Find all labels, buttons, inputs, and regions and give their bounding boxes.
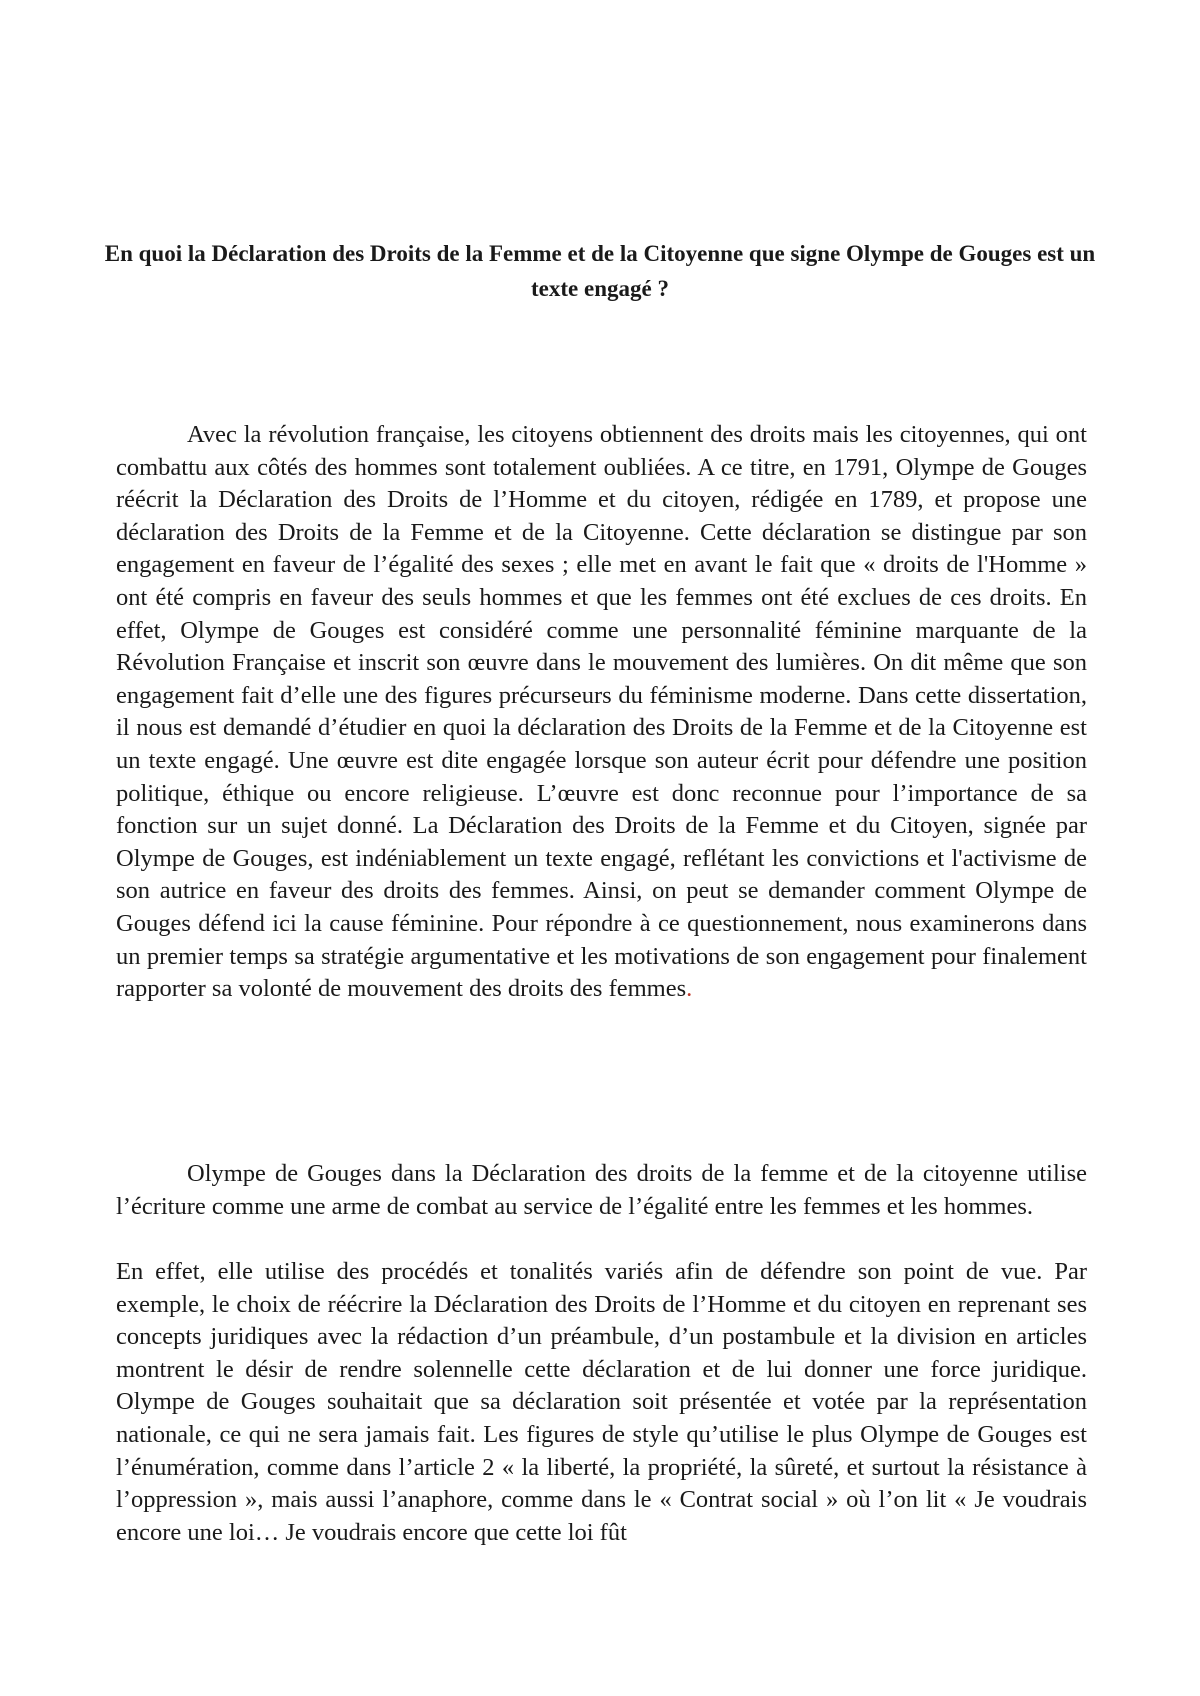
first-part-body-paragraph: En effet, elle utilise des procédés et tonalités variés afin de défendre son point de vue. Par exemple, le choix de réécrire la Déclaration des Droits de l’Homme et du citoyen en reprenant ses concepts juridiques avec la rédaction d’un préambule, d’un postambule et la division en articles montrent le désir de rendre solennelle cette déclaration et de lui donner une force juridique. Olympe de Gouges souhaitait que sa déclaration soit présentée et votée par la représentation nationale, ce qui ne sera jamais fait. Les figures de style qu’utilise le plus Olympe de Gouges est l’énumération, comme dans l’article 2 « la liberté, la propriété, la sûreté, et surtout la résistance à l’oppression », mais aussi l’anaphore, comme dans le « Contrat social » où l’on lit « Je voudrais encore une loi… Je voudrais encore que cette loi fût	[116, 1258, 1087, 1546]
introduction-paragraph	[116, 419, 1087, 1006]
document-title: En quoi la Déclaration des Droits de la Femme et de la Citoyenne que signe Olympe de Gouges est un texte engagé ?	[104, 241, 1096, 301]
introduction-text: Avec la révolution française, les citoyens obtiennent des droits mais les citoyennes, qui ont combattu aux côtés des hommes sont totalement oubliées. A ce titre, en 1791, Olympe de Gouges réécrit la Déclaration des Droits de l’Homme et du citoyen, rédigée en 1789, et propose une déclaration des Droits de la Femme et de la Citoyenne. Cette déclaration se distingue par son engagement en faveur de l’égalité des sexes ; elle met en avant le fait que « droits de l'Homme » ont été compris en faveur des seuls hommes et que les femmes ont été exclues de ces droits. En effet, Olympe de Gouges est considéré comme une personnalité féminine marquante de la Révolution Française et inscrit son œuvre dans le mouvement des lumières. On dit même que son engagement fait d’elle une des figures précurseurs du féminisme moderne. Dans cette dissertation, il nous est demandé d’étudier en quoi la déclaration des Droits de la Femme et de la Citoyenne est un texte engagé. Une œuvre est dite engagée lorsque son auteur écrit pour défendre une position politique, éthique ou encore religieuse. L’œuvre est donc reconnue pour l’importance de sa fonction sur un sujet donné. La Déclaration des Droits de la Femme et du Citoyen, signée par Olympe de Gouges, est indéniablement un texte engagé, reflétant les convictions et l'activisme de son autrice en faveur des droits des femmes. Ainsi, on peut se demander comment Olympe de Gouges défend ici la cause féminine. Pour répondre à ce questionnement, nous examinerons dans un premier temps sa stratégie argumentative et les motivations de son engagement pour finalement rapporter sa volonté de mouvement des droits des femmes	[116, 421, 1087, 1003]
introduction-end-mark: .	[686, 975, 693, 1003]
first-part-intro-paragraph: Olympe de Gouges dans la Déclaration des droits de la femme et de la citoyenne utilise l’écriture comme une arme de combat au service de l’égalité entre les femmes et les hommes.	[116, 1160, 1087, 1220]
